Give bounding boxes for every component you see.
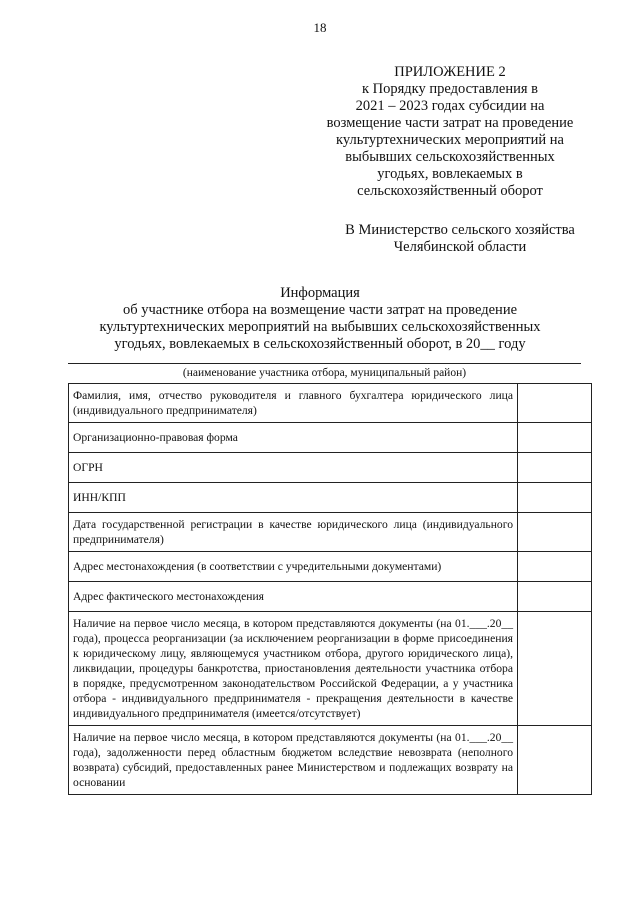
title-line: культуртехнических мероприятий на выбывших сельскохозяйственных — [99, 319, 541, 335]
row-label: Фамилия, имя, отчество руководителя и главного бухгалтера юридического лица (индивидуального предпринимателя) — [69, 384, 518, 423]
table-row — [69, 513, 592, 552]
row-value-cell[interactable] — [518, 726, 592, 795]
appendix-line: сельскохозяйственный оборот — [357, 183, 543, 199]
appendix-line: выбывших сельскохозяйственных — [345, 149, 555, 165]
page-number: 18 — [313, 20, 327, 35]
row-label: Дата государственной регистрации в качестве юридического лица (индивидуального предпринимателя) — [69, 513, 518, 552]
row-value-cell[interactable] — [518, 483, 592, 513]
appendix-line: 2021 – 2023 годах субсидии на — [355, 98, 545, 114]
table-row — [69, 726, 592, 795]
row-label: ОГРН — [69, 453, 518, 483]
recipient-line: В Министерство сельского хозяйства — [345, 222, 575, 238]
row-value-cell[interactable] — [518, 582, 592, 612]
appendix-line: к Порядку предоставления в — [361, 81, 539, 97]
title-line: об участнике отбора на возмещение части затрат на проведение — [122, 302, 518, 318]
recipient-line: Челябинской области — [393, 239, 527, 255]
table-row — [69, 483, 592, 513]
row-label: Адрес фактического местонахождения — [69, 582, 518, 612]
title-heading: Информация — [280, 285, 360, 301]
row-label: Наличие на первое число месяца, в котором представляются документы (на 01.___.20__ года), задолженности перед областным бюджетом вследствие невозврата (неполного возврата) субсидий, предоставленных ранее Министерством и подлежащих возврату на основании — [69, 726, 518, 795]
document-title — [0, 285, 640, 353]
title-line: угодьях, вовлекаемых в сельскохозяйственный оборот, в 20__ году — [114, 336, 526, 352]
participant-name-line — [68, 363, 581, 364]
row-value-cell[interactable] — [518, 612, 592, 726]
row-label: ИНН/КПП — [69, 483, 518, 513]
appendix-line: ПРИЛОЖЕНИЕ 2 — [394, 64, 506, 80]
appendix-header — [300, 64, 600, 200]
table-row — [69, 612, 592, 726]
table-row — [69, 423, 592, 453]
row-value-cell[interactable] — [518, 552, 592, 582]
row-label: Организационно-правовая форма — [69, 423, 518, 453]
row-value-cell[interactable] — [518, 423, 592, 453]
appendix-line: культуртехнических мероприятий на — [336, 132, 564, 148]
table-row — [69, 582, 592, 612]
appendix-line: возмещение части затрат на проведение — [326, 115, 574, 131]
table-row — [69, 384, 592, 423]
row-label: Наличие на первое число месяца, в котором представляются документы (на 01.___.20__ года), процесса реорганизации (за исключением реорганизации в форме присоединения к юридическому лицу, являющемуся участником отбора, другого юридического лица), ликвидации, процедуры банкротства, приостановления деятельности участника отбора в порядке, предусмотренном законодательством Российской Федерации, а у участника отбора - индивидуального предпринимателя - прекращения деятельности в качестве индивидуального предпринимателя (имеется/отсутствует) — [69, 612, 518, 726]
participant-name-caption: (наименование участника отбора, муниципальный район) — [182, 367, 467, 379]
row-value-cell[interactable] — [518, 384, 592, 423]
recipient-block — [320, 222, 600, 256]
row-value-cell[interactable] — [518, 453, 592, 483]
table-row — [69, 453, 592, 483]
row-value-cell[interactable] — [518, 513, 592, 552]
appendix-line: угодьях, вовлекаемых в — [377, 166, 523, 182]
info-table — [68, 383, 592, 795]
row-label: Адрес местонахождения (в соответствии с учредительными документами) — [69, 552, 518, 582]
table-row — [69, 552, 592, 582]
